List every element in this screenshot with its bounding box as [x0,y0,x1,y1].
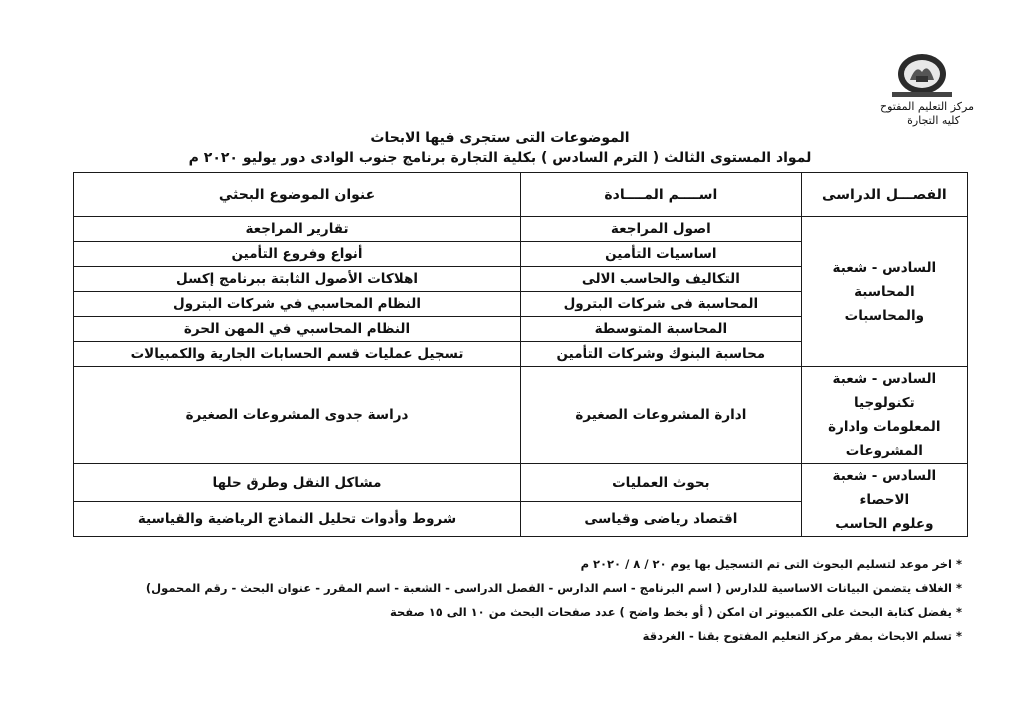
note-item: * تسلم الابحاث بمقر مركز التعليم المفتوح بقنا - الغردقة [642,629,962,643]
table-row [74,217,968,242]
subject-cell: اساسيات التأمين [521,242,802,267]
semester-cell [801,217,967,367]
subject-cell: محاسبة البنوك وشركات التأمين [521,342,802,367]
table-row [74,464,968,502]
semester-line: وعلوم الحاسب [835,516,934,532]
subject-cell: التكاليف والحاسب الالى [521,267,802,292]
subject-cell: اقتصاد رياضى وقياسى [521,502,802,537]
document-title [120,128,880,168]
header-semester: الفصـــل الدراسى [801,173,967,217]
research-cell: دراسة جدوى المشروعات الصغيرة [74,367,521,464]
subject-cell: ادارة المشروعات الصغيرة [521,367,802,464]
semester-line: والمحاسبات [844,307,925,324]
university-seal-icon [886,50,958,100]
semester-line: المشروعات [845,443,923,459]
subject-cell: المحاسبة فى شركات البترول [521,292,802,317]
header-research: عنوان الموضوع البحثي [74,173,521,217]
semester-line: المعلومات وادارة [828,419,941,435]
research-cell: أنواع وفروع التأمين [74,242,521,267]
research-cell: شروط وأدوات تحليل النماذج الرياضية والقياسية [74,502,521,537]
research-cell: تقارير المراجعة [74,217,521,242]
header-subject: اســــم المــــادة [521,173,802,217]
institution-name [834,100,974,128]
semester-cell [801,464,967,537]
research-topics-table [73,172,968,537]
table-row [74,367,968,464]
subject-cell: المحاسبة المتوسطة [521,317,802,342]
institution-line: كليه التجارة [907,114,960,127]
semester-line: السادس - شعبة المحاسبة [832,259,937,300]
research-cell: مشاكل النقل وطرق حلها [74,464,521,502]
title-line-1: الموضوعات التى ستجرى فيها الابحاث [370,130,630,146]
research-cell: اهلاكات الأصول الثابتة ببرنامج إكسل [74,267,521,292]
note-item: * اخر موعد لتسليم البحوث التى تم التسجيل بها يوم ٢٠ / ٨ / ٢٠٢٠ م [580,557,962,571]
research-cell: تسجيل عمليات قسم الحسابات الجارية والكمبيالات [74,342,521,367]
table-header-row [74,173,968,217]
title-line-2: لمواد المستوى الثالث ( الترم السادس ) بكلية التجارة برنامج جنوب الوادى دور يوليو ٢٠٢٠ م [188,150,812,166]
subject-cell: اصول المراجعة [521,217,802,242]
note-item: * الغلاف يتضمن البيانات الاساسية للدارس ( اسم البرنامج - اسم الدارس - الفصل الدراسى - الشعبة - اسم المقرر - عنوان البحث - رقم المحمول) [145,581,962,595]
notes-list [62,552,962,648]
semester-line: السادس - شعبة الاحصاء [832,468,937,508]
institution-line: مركز التعليم المفتوح [879,100,974,113]
semester-cell [801,367,967,464]
subject-cell: بحوث العمليات [521,464,802,502]
research-cell: النظام المحاسبي في شركات البترول [74,292,521,317]
note-item: * يفضل كتابة البحث على الكمبيوتر ان امكن ( أو بخط واضح ) عدد صفحات البحث من ١٠ الى ١٥ صفحة [390,605,962,619]
research-cell: النظام المحاسبي في المهن الحرة [74,317,521,342]
semester-line: السادس - شعبة تكنولوجيا [832,371,937,411]
